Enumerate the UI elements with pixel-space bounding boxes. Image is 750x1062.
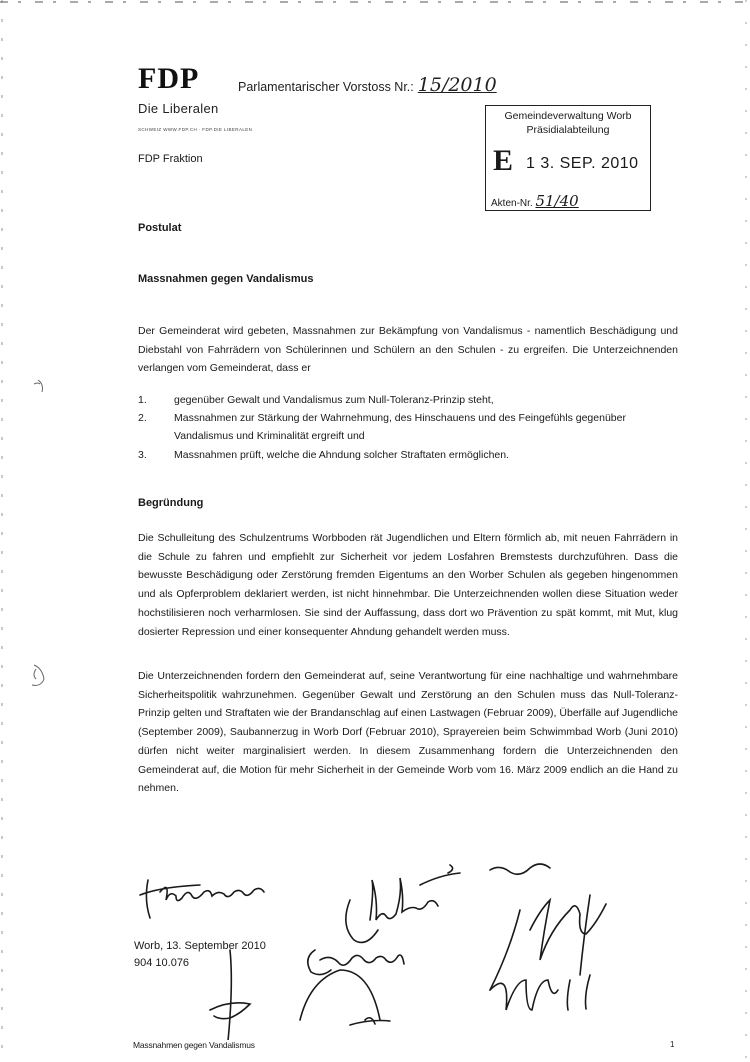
list-item-number: 2.	[138, 412, 147, 425]
list-item-number: 3.	[138, 448, 147, 461]
reference-number: 904 10.076	[134, 957, 190, 969]
list-item-text: Massnahmen zur Stärkung der Wahrnehmung, des Hinschauens und des Feingefühls gegenüber Vandalismus und Kriminalität ergreift und	[174, 412, 626, 443]
reason-paragraph-2: Die Unterzeichnenden fordern den Gemeinderat auf, seine Verantwortung für eine nachhaltige und wahrnehmbare Sicherheitspolitik wahrzunehmen. Gegenüber Gewalt und Zerstörung an den Schulen muss das Null-Toleranz-Prinzip gelten und Straftaten wie der Brandanschlag auf einen Lastwagen (Februar 2009), Überfälle auf Jugendliche (September 2009), Saubannerzug in Worb Dorf (Februar 2010), Sprayereien beim Schwimmbad Worb (Juni 2010) dürfen nicht weiter marginalisiert werden. In diesem Zusammenhang fordern die Unterzeichnenden den Gemeinderat auf, die Motion für mehr Sicherheit in der Gemeinde Worb vom 16. März 2009 endlich an die Hand zu nehmen.	[138, 670, 678, 795]
stamp-mark: E	[493, 144, 514, 177]
place-date: Worb, 13. September 2010	[134, 940, 266, 952]
list-item	[138, 409, 678, 445]
stamp-akten-line	[491, 192, 579, 210]
list-item	[138, 391, 678, 409]
stamp-akten-number: 51/40	[535, 192, 579, 210]
vorstoss-number: 15/2010	[417, 74, 497, 96]
list-item-text: Massnahmen prüft, welche die Ahndung solcher Straftaten ermöglichen.	[174, 448, 510, 461]
stamp-date: 1 3. SEP. 2010	[526, 155, 639, 172]
place-date-block	[134, 938, 266, 972]
fraktion-label: FDP Fraktion	[138, 153, 203, 165]
stamp-department: Präsidialabteilung	[526, 124, 610, 136]
vorstoss-number-line	[238, 74, 497, 96]
stamp-akten-label: Akten-Nr.	[491, 198, 533, 209]
list-item-text: gegenüber Gewalt und Vandalismus zum Null-Toleranz-Prinzip steht,	[174, 394, 494, 406]
stamp-office: Gemeindeverwaltung Worb	[504, 110, 632, 122]
reason-heading: Begründung	[138, 497, 204, 509]
footer-title: Massnahmen gegen Vandalismus	[133, 1040, 255, 1050]
document-subject: Massnahmen gegen Vandalismus	[138, 273, 314, 285]
list-item-number: 1.	[138, 394, 147, 406]
intro-paragraph: Der Gemeinderat wird gebeten, Massnahmen zur Bekämpfung von Vandalismus - namentlich Beschädigung und Diebstahl von Fahrrädern von Schülerinnen und Schülern an den Schulen - zu ergreifen. Die Unterzeichnenden verlangen vom Gemeinderat, dass er	[138, 325, 678, 375]
demands-list	[138, 391, 678, 464]
vorstoss-label: Parlamentarischer Vorstoss Nr.:	[238, 80, 414, 94]
party-slogan: Die Liberalen	[138, 101, 219, 116]
document-type: Postulat	[138, 222, 182, 234]
party-tagline: SCHWEIZ WWW.FDP.CH · FDP.DIE LIBERALEN	[138, 127, 253, 132]
page-number: 1	[670, 1040, 675, 1049]
receipt-stamp	[485, 105, 651, 211]
list-item	[138, 446, 678, 464]
fdp-logo: FDP	[138, 62, 200, 95]
reason-paragraph-1: Die Schulleitung des Schulzentrums Worbboden rät Jugendlichen und Eltern förmlich ab, mit neuen Fahrrädern in die Schule zu fahren und empfiehlt zur Sicherheit vor jedem Losfahren Bremstests durchzuführen. Dass die bewusste Beschädigung oder Zerstörung fremden Eigentums an den Worber Schulen als gegeben hingenommen und als Opferproblem deklariert werden, ist nicht hinnehmbar. Die Unterzeichnenden wollen diese Situation weder hochstilisieren noch verharmlosen. Sie sind der Auffassung, dass dort wo Prävention zu spät kommt, mit Mut, klug dosierter Repression und einer konsequenter Ahndung gehandelt werden muss.	[138, 532, 678, 638]
